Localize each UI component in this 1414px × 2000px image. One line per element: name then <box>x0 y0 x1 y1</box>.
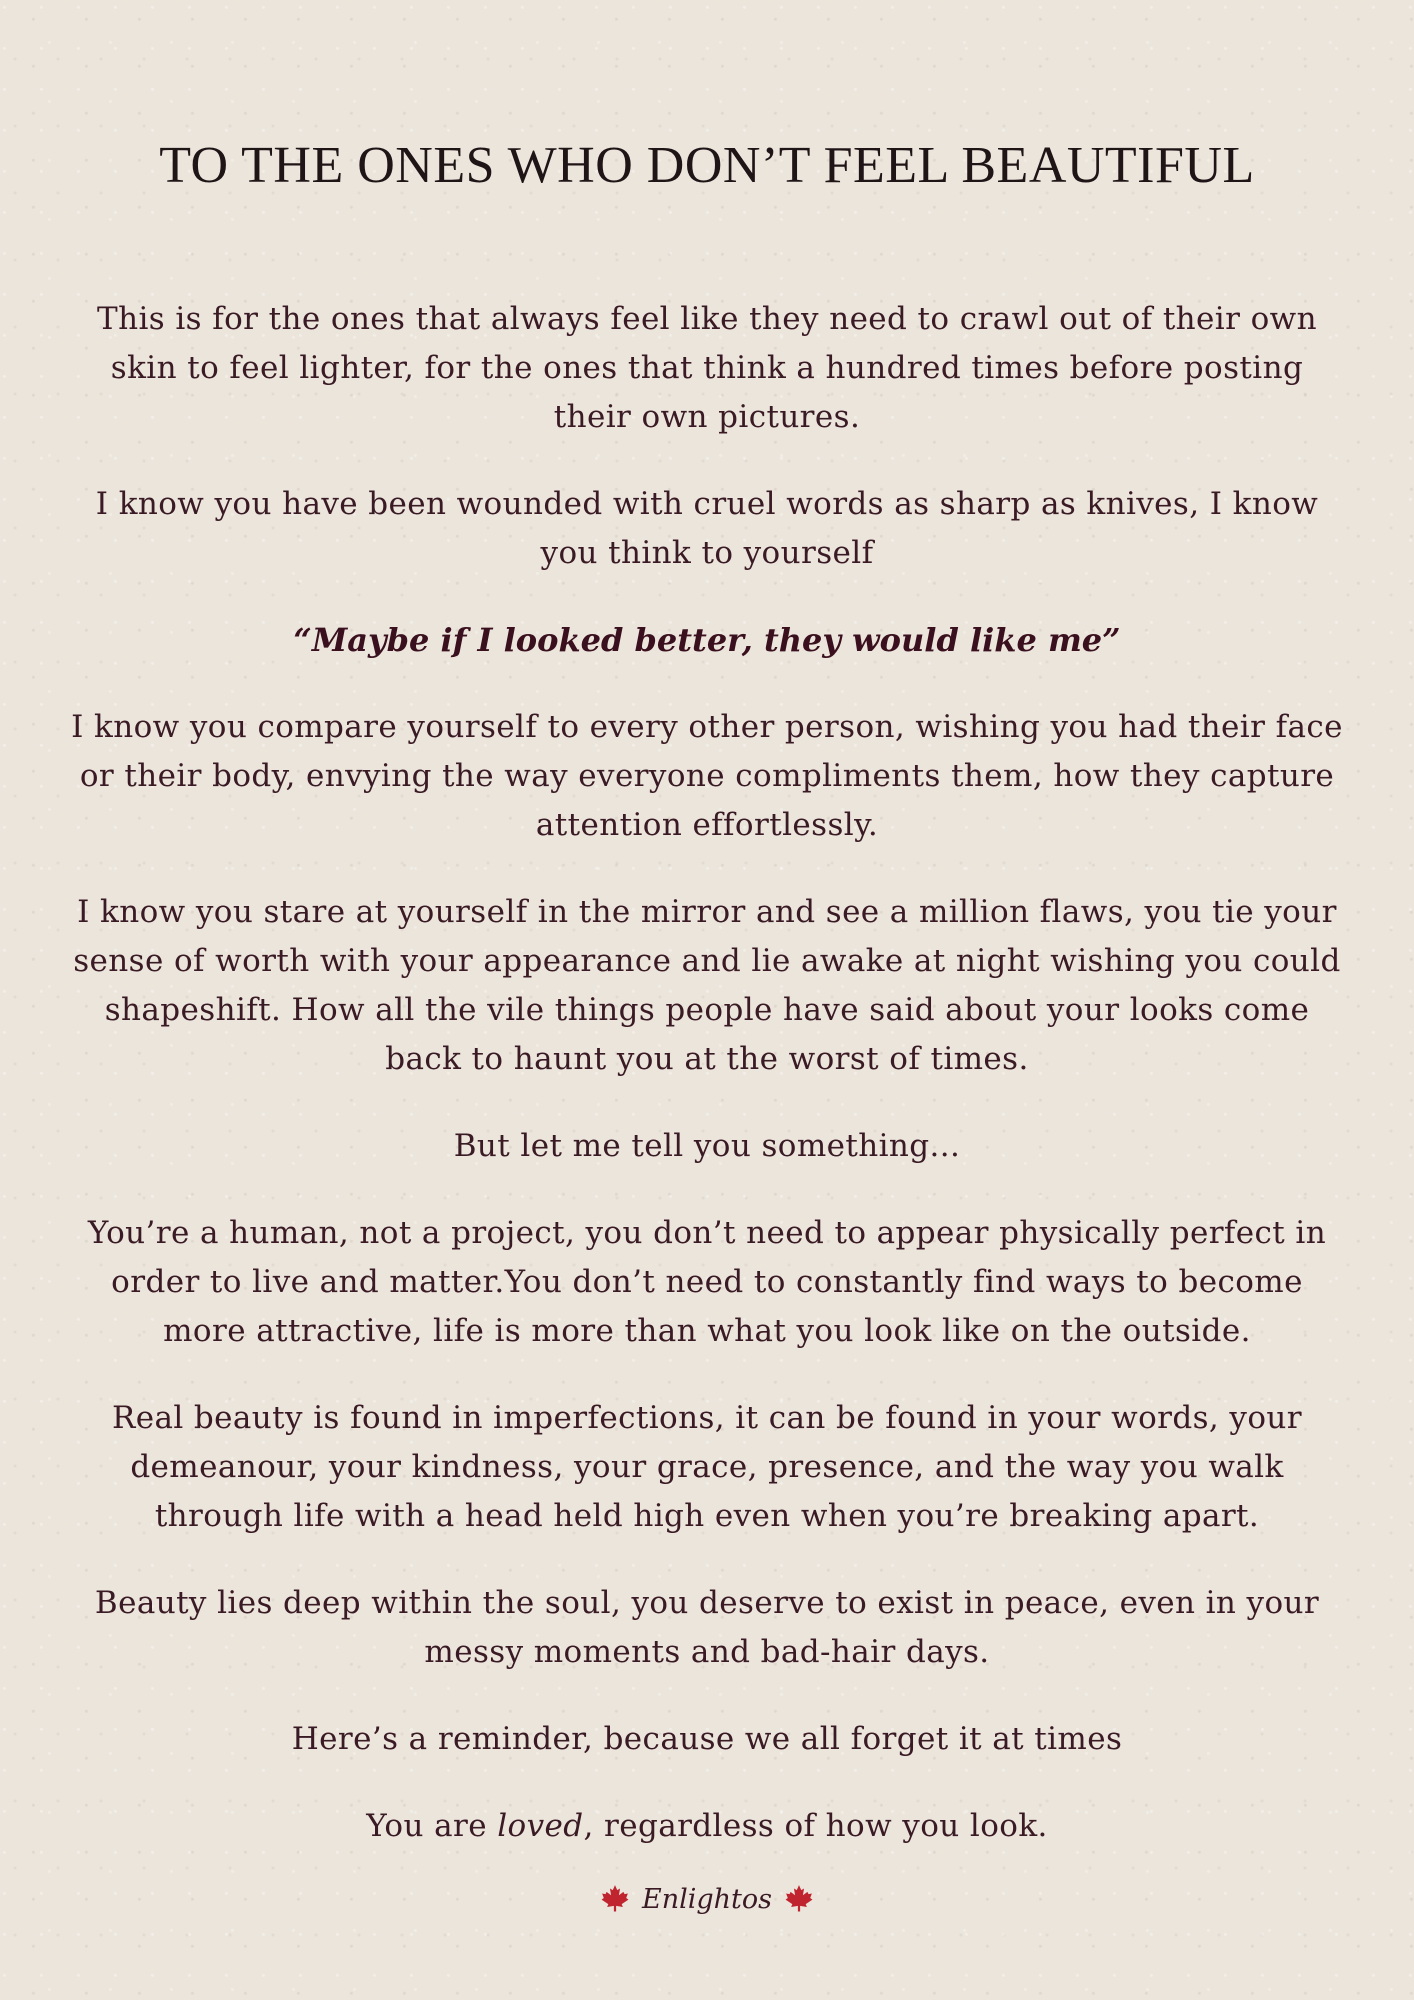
paragraph-9: Here’s a reminder, because we all forget it at times <box>291 1721 1123 1757</box>
maple-leaf-icon <box>785 1884 813 1912</box>
quote: “Maybe if I looked better, they would like me” <box>293 621 1121 659</box>
closing-line <box>70 1802 1344 1851</box>
paragraph-3: I know you compare yourself to every other person, wishing you had their face or their body, envying the way everyone compliments them, how they capture attention effortlessly. <box>71 709 1343 843</box>
paragraph-5: But let me tell you something... <box>453 1128 961 1164</box>
closing-after: , regardless of how you look. <box>583 1808 1048 1844</box>
signature <box>0 1884 1414 1915</box>
paragraph-4: I know you stare at yourself in the mirror and see a million flaws, you tie your sense of worth with your appearance and lie awake at night wishing you could shapeshift. How all the vile things people have said about your looks come back to haunt you at the worst of times. <box>73 894 1341 1077</box>
closing-emphasis: loved <box>497 1808 584 1844</box>
page-title: TO THE ONES WHO DON’T FEEL BEAUTIFUL <box>159 137 1255 194</box>
paragraph-2: I know you have been wounded with cruel words as sharp as knives, I know you think to yourself <box>95 486 1319 571</box>
paragraph-8: Beauty lies deep within the soul, you deserve to exist in peace, even in your messy moments and bad-hair days. <box>94 1585 1320 1670</box>
paragraph-6: You’re a human, not a project, you don’t need to appear physically perfect in order to live and matter.You don’t need to constantly find ways to become more attractive, life is more than what you look like on the outside. <box>87 1215 1327 1349</box>
poem-body <box>70 295 1344 1889</box>
paragraph-1: This is for the ones that always feel like they need to crawl out of their own skin to feel lighter, for the ones that think a hundred times before posting their own pictures. <box>97 301 1317 435</box>
maple-leaf-icon <box>601 1884 629 1912</box>
signature-name: Enlightos <box>641 1884 772 1915</box>
paragraph-7: Real beauty is found in imperfections, it can be found in your words, your demeanour, your kindness, your grace, presence, and the way you walk through life with a head held high even when you’re breaking apart. <box>112 1400 1302 1534</box>
closing-before: You are <box>366 1808 498 1844</box>
